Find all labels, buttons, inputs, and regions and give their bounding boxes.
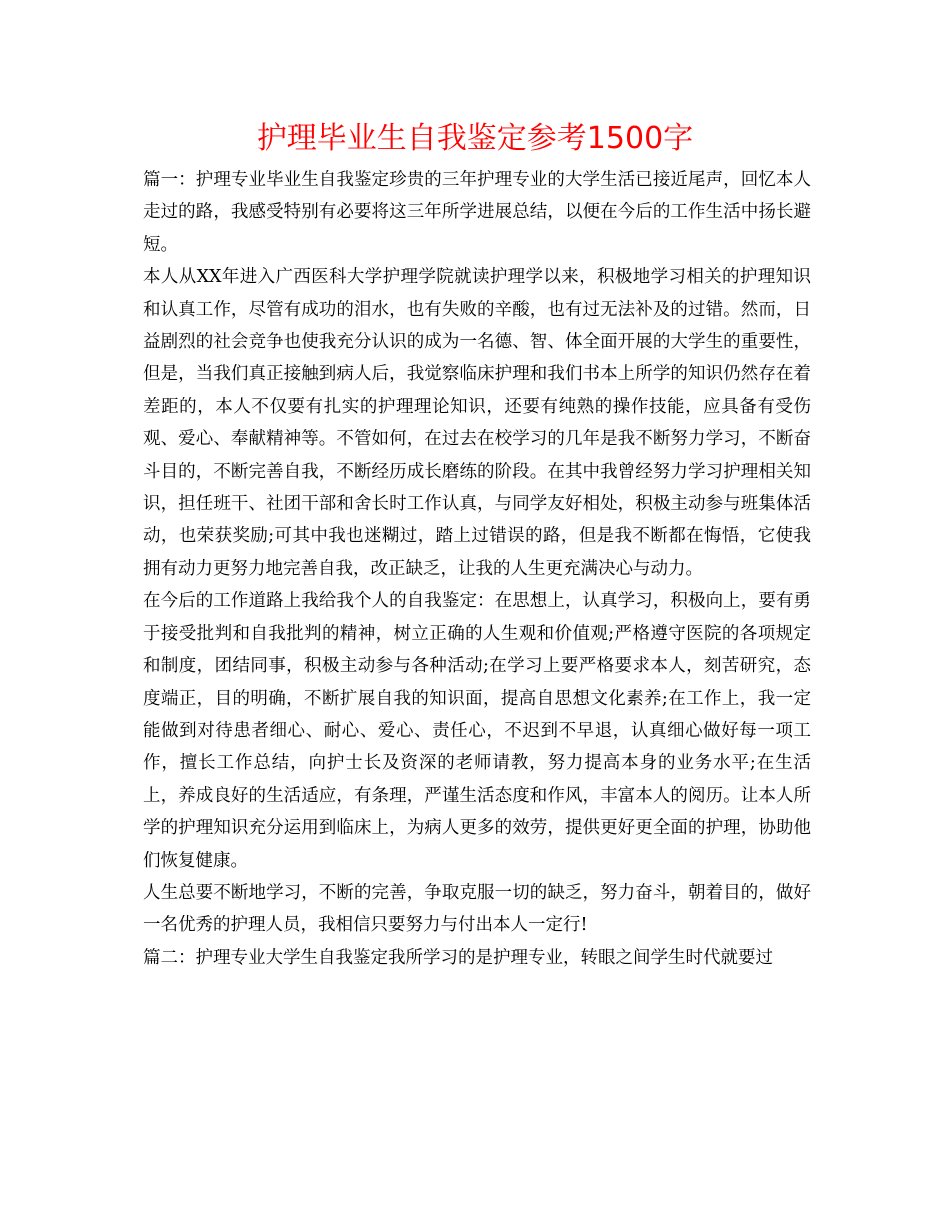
paragraph: 人生总要不断地学习，不断的完善，争取克服一切的缺乏，努力奋斗，朝着目的，做好一名优秀的护理人员，我相信只要努力与付出本人一定行! xyxy=(143,882,811,936)
paragraph: 篇二：护理专业大学生自我鉴定我所学习的是护理专业，转眼之间学生时代就要过 xyxy=(143,947,773,968)
paragraph: 篇一：护理专业毕业生自我鉴定珍贵的三年护理专业的大学生活已接近尾声，回忆本人走过的路，我感受特别有必要将这三年所学进展总结，以便在今后的工作生活中扬长避短。 xyxy=(143,170,811,255)
paragraph: 在今后的工作道路上我给我个人的自我鉴定：在思想上，认真学习，积极向上，要有勇于接受批判和自我批判的精神，树立正确的人生观和价值观;严格遵守医院的各项规定和制度，团结同事，积极主动参与各种活动;在学习上要严格要求本人，刻苦研究，态度端正，目的明确，不断扩展自我的知识面，提高自思想文化素养;在工作上，我一定能做到对待患者细心、耐心、爱心、责任心，不迟到不早退，认真细心做好每一项工作，擅长工作总结，向护士长及资深的老师请教，努力提高本身的业务水平;在生活上，养成良好的生活适应，有条理，严谨生活态度和作风，丰富本人的阅历。让本人所学的护理知识充分运用到临床上，为病人更多的效劳，提供更好更全面的护理，协助他们恢复健康。 xyxy=(143,591,811,871)
document-title: 护理毕业生自我鉴定参考1500字 xyxy=(256,121,694,156)
document-body xyxy=(143,164,811,974)
paragraph: 本人从XX年进入广西医科大学护理学院就读护理学以来，积极地学习相关的护理知识和认真工作，尽管有成功的泪水，也有失败的辛酸，也有过无法补及的过错。然而，日益剧烈的社会竞争也使我充分认识的成为一名德、智、体全面开展的大学生的重要性，但是，当我们真正接触到病人后，我觉察临床护理和我们书本上所学的知识仍然存在着差距的，本人不仅要有扎实的护理理论知识，还要有纯熟的操作技能，应具备有受伤观、爱心、奉献精神等。不管如何，在过去在校学习的几年是我不断努力学习，不断奋斗目的，不断完善自我，不断经历成长磨练的阶段。在其中我曾经努力学习护理相关知识，担任班干、社团干部和舍长时工作认真，与同学友好相处，积极主动参与班集体活动，也荣获奖励;可其中我也迷糊过，踏上过错误的路，但是我不断都在悔悟，它使我拥有动力更努力地完善自我，改正缺乏，让我的人生更充满决心与动力。 xyxy=(143,267,811,579)
